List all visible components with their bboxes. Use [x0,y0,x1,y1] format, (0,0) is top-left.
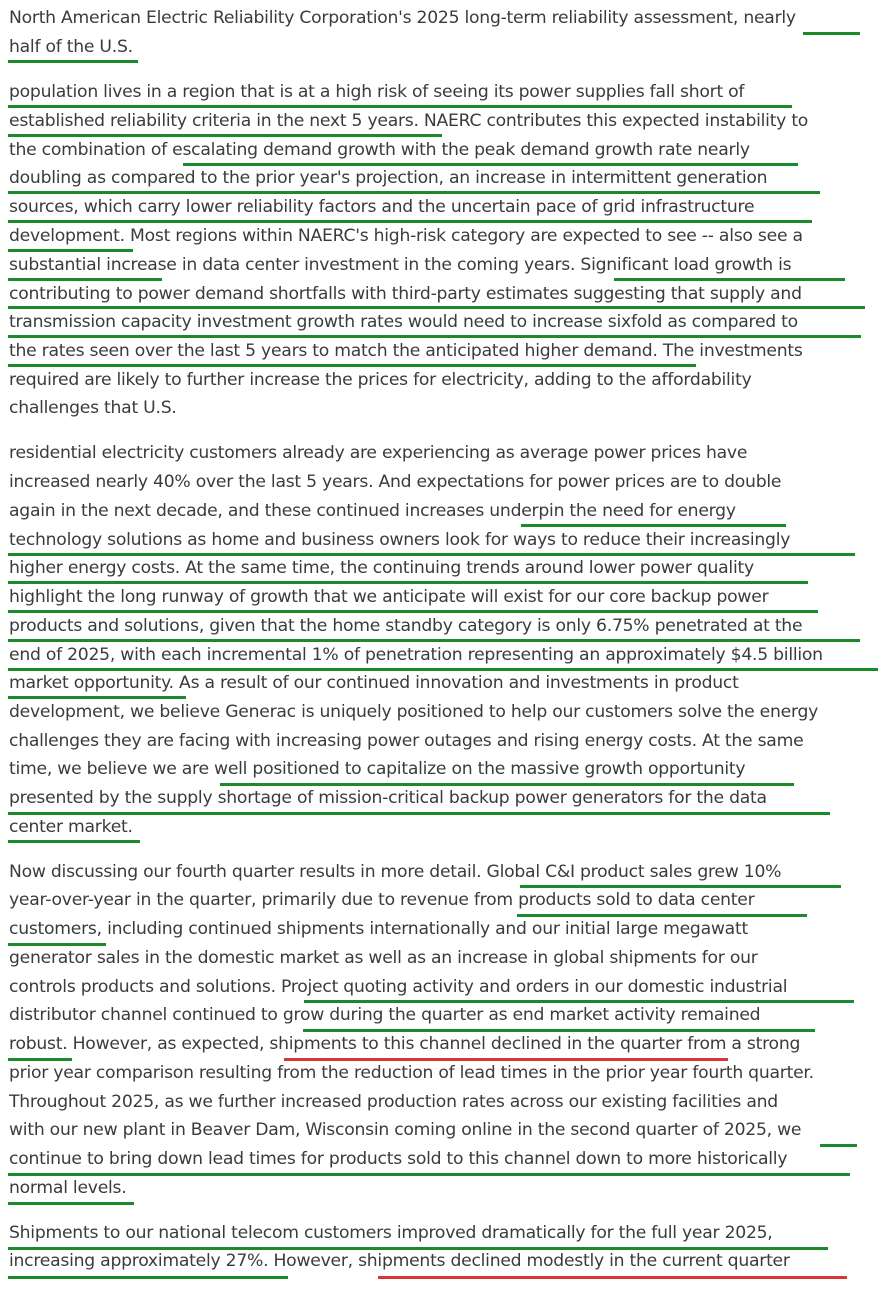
text-line: half of the U.S. [9,37,133,57]
text-line: robust. However, as expected, shipments to this channel declined in the quarter from a strong [9,1034,801,1054]
text-line: challenges that U.S. [9,398,177,418]
text-line: sources, which carry lower reliability factors and the uncertain pace of grid infrastructure [9,197,755,217]
text-line: normal levels. [9,1178,127,1198]
text-line: required are likely to further increase the prices for electricity, adding to the affordability [9,370,752,390]
highlight-underline [8,249,133,252]
text-line: generator sales in the domestic market as well as an increase in global shipments for our [9,948,758,968]
text-line: end of 2025, with each incremental 1% of penetration representing an approximately $4.5 billion [9,645,823,665]
text-line: doubling as compared to the prior year's projection, an increase in intermittent generation [9,168,768,188]
text-line: again in the next decade, and these continued increases underpin the need for energy [9,501,736,521]
highlight-underline [304,1000,854,1003]
highlight-underline [303,1029,815,1032]
highlight-underline [614,278,845,281]
text-line: continue to bring down lead times for products sold to this channel down to more historically [9,1149,788,1169]
text-line: distributor channel continued to grow during the quarter as end market activity remained [9,1005,761,1025]
text-line: increasing approximately 27%. However, shipments declined modestly in the current quarter [9,1251,790,1271]
text-line: the combination of escalating demand growth with the peak demand growth rate nearly [9,140,750,160]
text-line: population lives in a region that is at a high risk of seeing its power supplies fall short of [9,82,745,102]
text-line: customers, including continued shipments internationally and our initial large megawatt [9,919,748,939]
text-line: development. Most regions within NAERC's high-risk category are expected to see -- also see a [9,226,803,246]
text-line: established reliability criteria in the next 5 years. NAERC contributes this expected instability to [9,111,809,131]
highlight-underline [8,335,861,338]
text-line: higher energy costs. At the same time, the continuing trends around lower power quality [9,558,754,578]
text-line: challenges they are facing with increasing power outages and rising energy costs. At the same [9,731,804,751]
highlight-underline [8,1058,72,1061]
highlight-underline [8,1173,850,1176]
highlight-underline [520,885,841,888]
text-line: the rates seen over the last 5 years to match the anticipated higher demand. The investments [9,341,803,361]
highlight-underline [8,553,855,556]
highlight-underline [8,220,812,223]
text-line: center market. [9,817,133,837]
highlight-underline [183,163,798,166]
negative-highlight-underline [284,1058,728,1061]
text-line: products and solutions, given that the home standby category is only 6.75% penetrated at the [9,616,803,636]
highlight-underline [803,32,860,35]
text-line: transmission capacity investment growth rates would need to increase sixfold as compared to [9,312,798,332]
highlight-underline [8,581,808,584]
highlight-underline [820,1144,857,1147]
highlight-underline [8,191,820,194]
text-line: residential electricity customers already are experiencing as average power prices have [9,443,748,463]
highlight-underline [8,105,792,108]
text-line: Throughout 2025, as we further increased production rates across our existing facilities and [9,1092,778,1112]
highlight-underline [8,134,442,137]
highlight-underline [8,1247,828,1250]
text-line: year-over-year in the quarter, primarily due to revenue from products sold to data center [9,890,755,910]
text-line: Now discussing our fourth quarter results in more detail. Global C&I product sales grew 10% [9,862,782,882]
text-line: Shipments to our national telecom customers improved dramatically for the full year 2025, [9,1223,773,1243]
text-line: market opportunity. As a result of our continued innovation and investments in product [9,673,739,693]
text-line: presented by the supply shortage of mission-critical backup power generators for the data [9,788,767,808]
highlight-underline [8,840,140,843]
highlight-underline [521,524,786,527]
negative-highlight-underline [378,1276,847,1279]
highlight-underline [8,306,865,309]
highlight-underline [8,1276,288,1279]
text-line: North American Electric Reliability Corporation's 2025 long-term reliability assessment, nearly [9,8,796,28]
highlight-underline [8,60,138,63]
text-line: development, we believe Generac is uniquely positioned to help our customers solve the energy [9,702,819,722]
text-line: substantial increase in data center investment in the coming years. Significant load growth is [9,255,792,275]
text-line: contributing to power demand shortfalls with third-party estimates suggesting that supply and [9,284,802,304]
highlight-underline [8,610,818,613]
highlight-underline [8,668,878,671]
highlight-underline [8,1202,134,1205]
highlight-underline [220,783,794,786]
text-line: highlight the long runway of growth that we anticipate will exist for our core backup power [9,587,769,607]
highlight-underline [8,943,106,946]
text-line: time, we believe we are well positioned to capitalize on the massive growth opportunity [9,759,746,779]
text-line: increased nearly 40% over the last 5 years. And expectations for power prices are to double [9,472,782,492]
text-line: with our new plant in Beaver Dam, Wisconsin coming online in the second quarter of 2025, we [9,1120,802,1140]
highlight-underline [517,914,807,917]
text-line: controls products and solutions. Project quoting activity and orders in our domestic industrial [9,977,788,997]
highlight-underline [8,639,860,642]
text-line: prior year comparison resulting from the reduction of lead times in the prior year fourth quarter. [9,1063,814,1083]
highlight-underline [8,696,186,699]
highlight-underline [8,278,162,281]
highlight-underline [8,812,830,815]
highlight-underline [8,364,696,367]
text-line: technology solutions as home and business owners look for ways to reduce their increasingly [9,530,791,550]
